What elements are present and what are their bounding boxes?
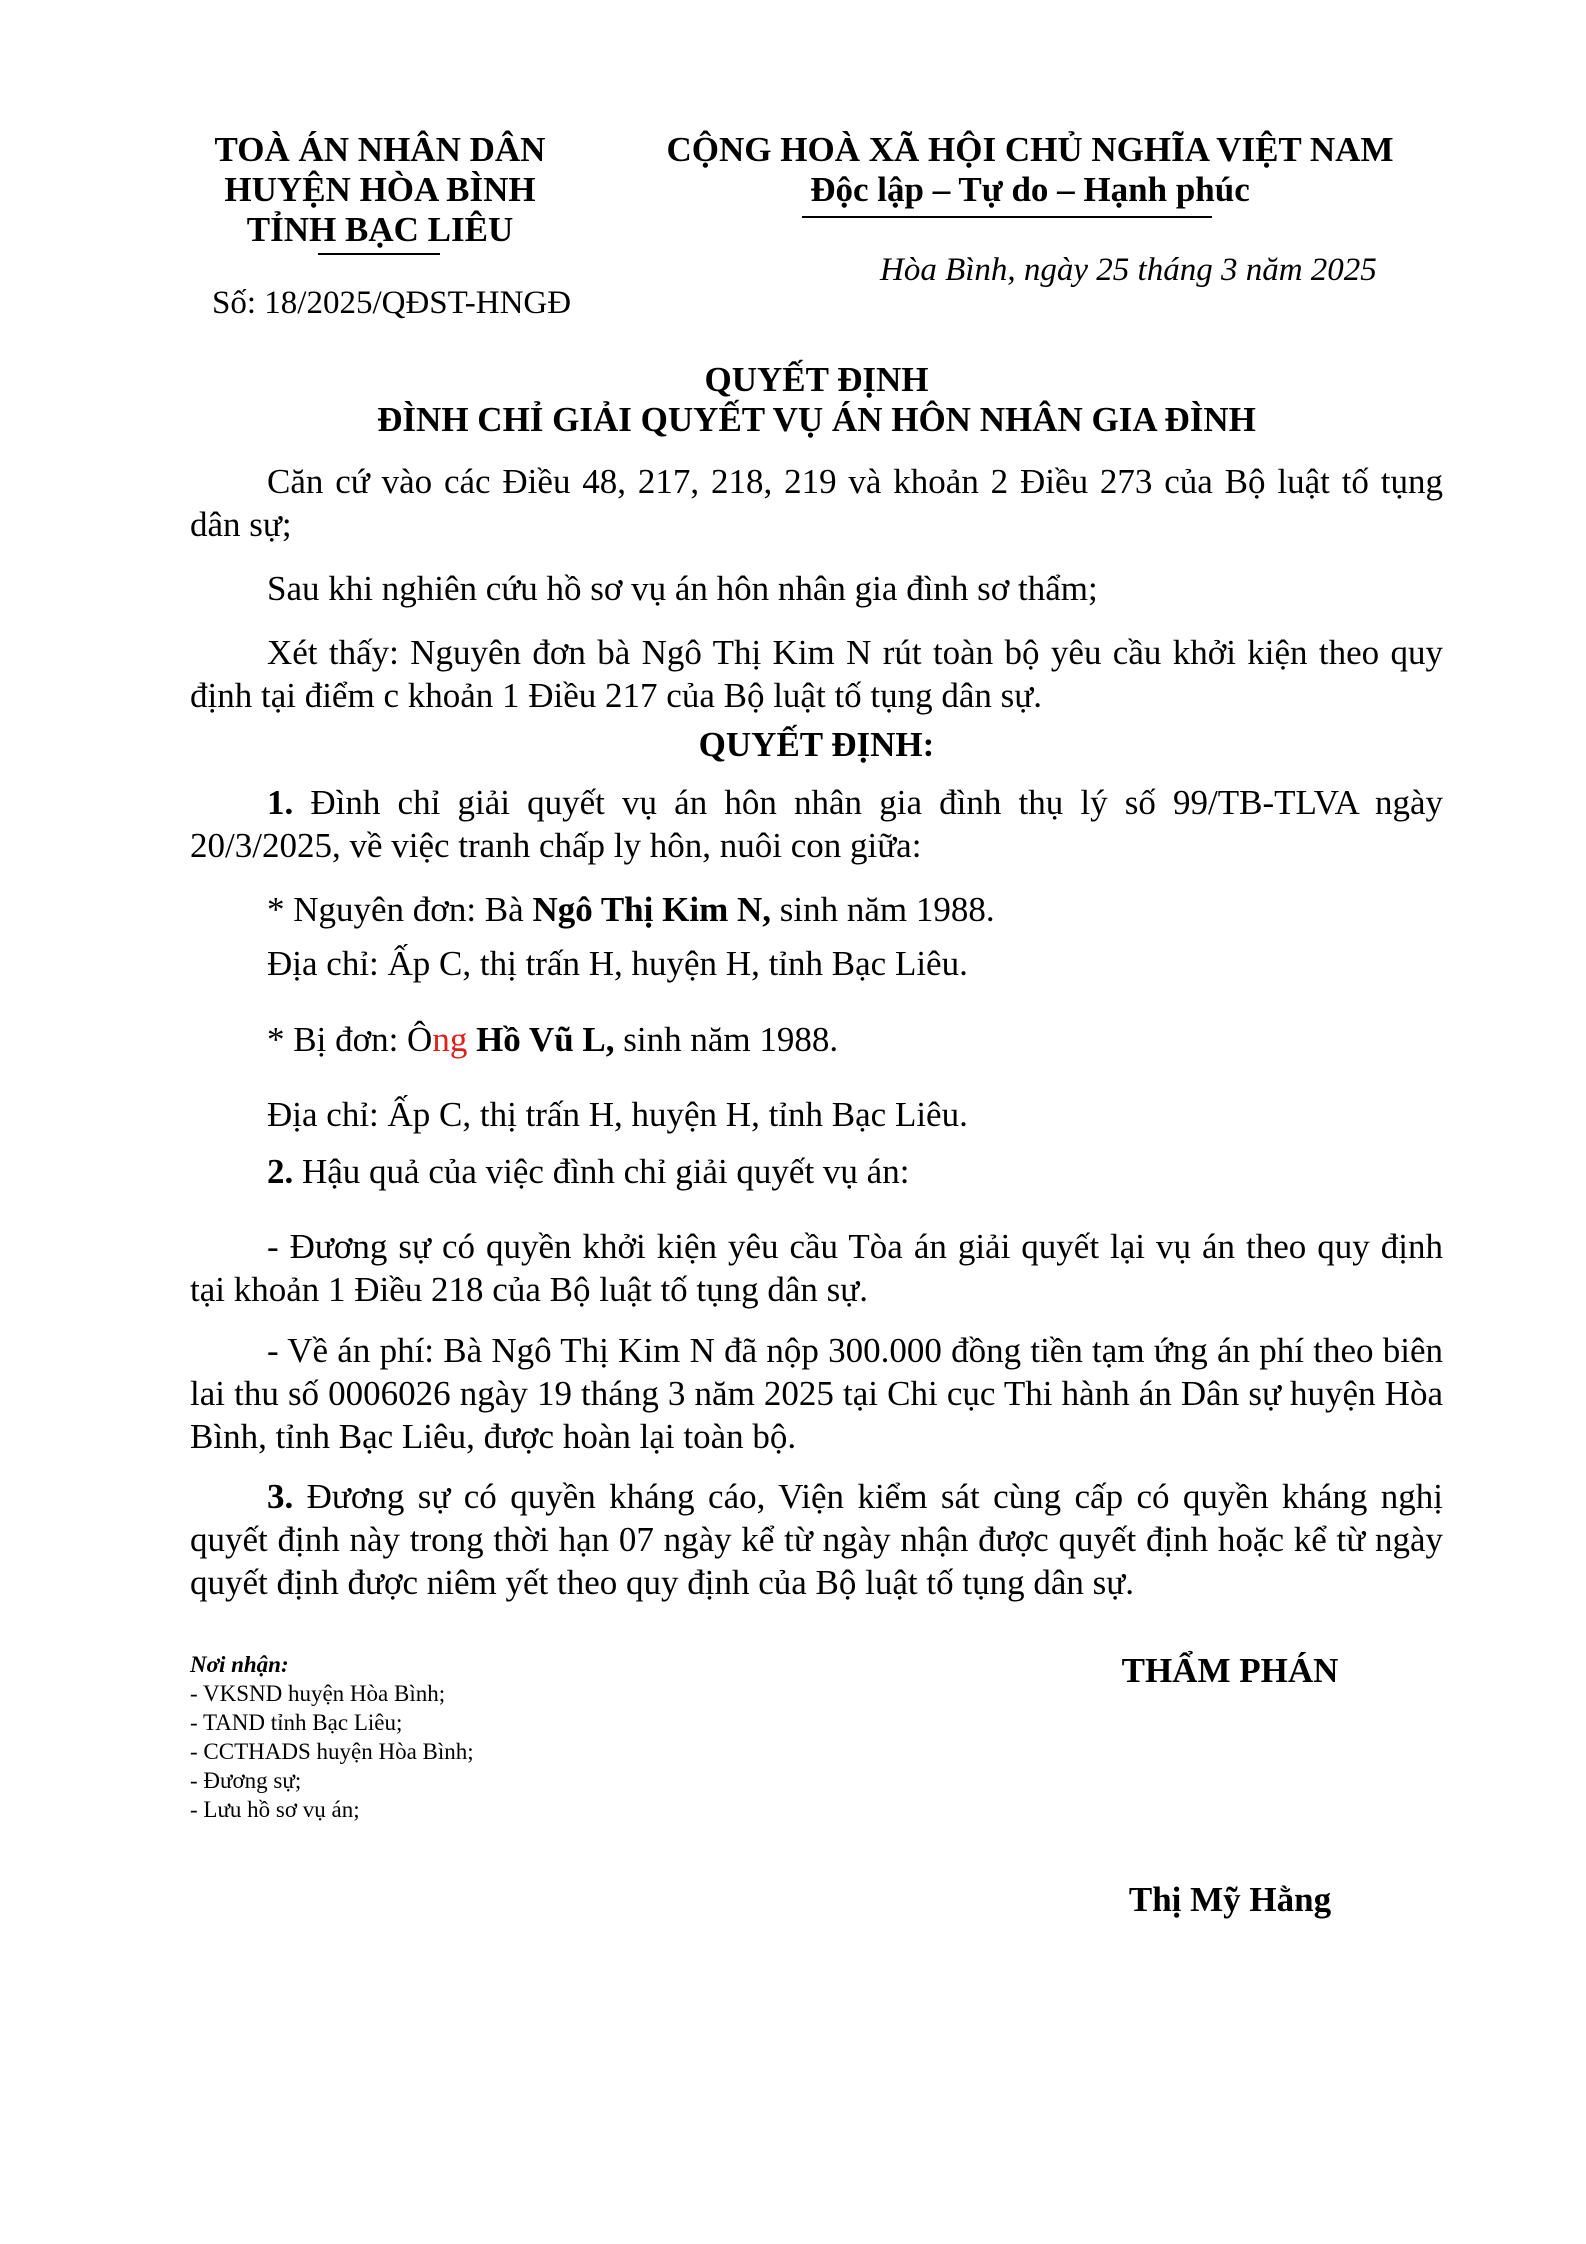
recipient-item: - CCTHADS huyện Hòa Bình; [190, 1739, 474, 1764]
place-date: Hòa Bình, ngày 25 tháng 3 năm 2025 [880, 252, 1377, 288]
title-line-1: QUYẾT ĐỊNH [704, 360, 929, 399]
defendant-address: Địa chỉ: Ấp C, thị trấn H, huyện H, tỉnh Bạc Liêu. [267, 1095, 968, 1134]
recipient-item: - TAND tỉnh Bạc Liêu; [190, 1710, 403, 1735]
decision-item-2 [190, 1150, 1443, 1193]
consequence-court-fee [190, 1329, 1443, 1458]
consequence-refile-text: - Đương sự có quyền khởi kiện yêu cầu Tòa án giải quyết lại vụ án theo quy định tại khoản 1 Điều 218 của Bộ luật tố tụng dân sự. [190, 1227, 1443, 1309]
recipient-item: - VKSND huyện Hòa Bình; [190, 1681, 446, 1706]
plaintiff-label: * Nguyên đơn: Bà [267, 890, 533, 929]
signer-name: Thị Mỹ Hằng [1128, 1880, 1332, 1919]
national-motto: Độc lập – Tự do – Hạnh phúc [810, 170, 1250, 209]
country-name: CỘNG HOÀ XÃ HỘI CHỦ NGHĨA VIỆT NAM [666, 130, 1394, 169]
defendant-label-highlight: ng [432, 1020, 468, 1059]
signer-role: THẨM PHÁN [1121, 1651, 1339, 1690]
recipient-item: - Lưu hồ sơ vụ án; [190, 1797, 360, 1822]
defendant-name: Hồ Vũ L, [476, 1020, 615, 1059]
recipient-item: - Đương sự; [190, 1768, 302, 1793]
item-1-number: 1. [267, 783, 294, 822]
preamble-block [190, 460, 1443, 717]
item-3-text: Đương sự có quyền kháng cáo, Viện kiểm sát cùng cấp có quyền kháng nghị quyết định này trong thời hạn 07 ngày kể từ ngày nhận được quyết định hoặc kể từ ngày quyết định được niêm yết theo quy định của Bộ luật tố tụng dân sự. [190, 1477, 1443, 1602]
motto-underline [802, 216, 1212, 218]
title-line-2: ĐÌNH CHỈ GIẢI QUYẾT VỤ ÁN HÔN NHÂN GIA ĐÌNH [377, 400, 1256, 439]
item-3-number: 3. [267, 1477, 294, 1516]
court-line-2: HUYỆN HÒA BÌNH [224, 170, 536, 209]
defendant-line [190, 1018, 1443, 1061]
defendant-birth: sinh năm 1988. [614, 1020, 839, 1059]
recipients-block [190, 1650, 474, 1824]
item-2-number: 2. [267, 1152, 294, 1191]
court-underline [318, 253, 440, 255]
decision-item-3 [190, 1475, 1443, 1604]
court-line-1: TOÀ ÁN NHÂN DÂN [214, 130, 546, 169]
plaintiff-birth: sinh năm 1988. [771, 890, 995, 929]
consequence-refile [190, 1225, 1443, 1311]
defendant-label-space [467, 1020, 476, 1059]
court-name-block [175, 130, 585, 250]
plaintiff-name: Ngô Thị Kim N, [532, 890, 771, 929]
plaintiff-address-line [190, 942, 1443, 985]
preamble-review: Sau khi nghiên cứu hồ sơ vụ án hôn nhân gia đình sơ thẩm; [267, 569, 1098, 608]
preamble-legal-basis: Căn cứ vào các Điều 48, 217, 218, 219 và khoản 2 Điều 273 của Bộ luật tố tụng dân sự; [190, 462, 1443, 544]
decision-item-1 [190, 781, 1443, 867]
preamble-finding: Xét thấy: Nguyên đơn bà Ngô Thị Kim N rút toàn bộ yêu cầu khởi kiện theo quy định tại điểm c khoản 1 Điều 217 của Bộ luật tố tụng dân sự. [190, 633, 1443, 715]
decision-heading: QUYẾT ĐỊNH: [698, 725, 935, 764]
court-line-3: TỈNH BẠC LIÊU [246, 210, 514, 249]
consequence-court-fee-text: - Về án phí: Bà Ngô Thị Kim N đã nộp 300.000 đồng tiền tạm ứng án phí theo biên lai thu số 0006026 ngày 19 tháng 3 năm 2025 tại Chi cục Thi hành án Dân sự huyện Hòa Bình, tỉnh Bạc Liêu, được hoàn lại toàn bộ. [190, 1331, 1443, 1456]
recipients-title: Nơi nhận: [190, 1652, 289, 1677]
plaintiff-address: Địa chỉ: Ấp C, thị trấn H, huyện H, tỉnh Bạc Liêu. [267, 944, 968, 983]
decision-title [190, 360, 1443, 440]
defendant-address-line [190, 1093, 1443, 1136]
item-2-text: Hậu quả của việc đình chỉ giải quyết vụ án: [293, 1152, 910, 1191]
plaintiff-line [190, 888, 1443, 931]
defendant-label: * Bị đơn: Ô [267, 1020, 433, 1059]
item-1-text: Đình chỉ giải quyết vụ án hôn nhân gia đình thụ lý số 99/TB-TLVA ngày 20/3/2025, về việc tranh chấp ly hôn, nuôi con giữa: [190, 783, 1443, 865]
document-number: Số: 18/2025/QĐST-HNGĐ [212, 285, 572, 321]
